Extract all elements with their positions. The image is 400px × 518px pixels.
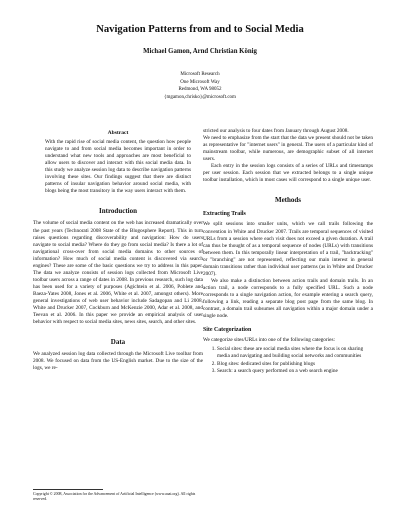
extracting-trails-paragraph-1: We split sessions into smaller units, which we call trails following the convention in White and Drucker 2007. Trails are temporal sequences of visited URLs from a session where each visit does not exceed a given duration. A trail can thus be thought of as a temporal sequence of nodes (URLs) with transitions between them. In this temporally linear interpretation of a trail, "backtracking" or "branching" are not represented, reflecting our main interest in general domain transitions rather than individual user patterns (as in White and Drucker 2007). xyxy=(203,221,373,277)
data-heading: Data xyxy=(110,338,126,347)
paper-authors: Michael Gamon, Arnd Christian König xyxy=(143,48,257,55)
introduction-heading: Introduction xyxy=(99,207,137,216)
data-caveat-paragraph: We need to emphasize from the start that the data we present should not be taken as representative for "internet users" in general. The users of a particular kind of mainstream toolbar, while numerous, are demographic subset of all internet users. xyxy=(203,135,373,163)
affiliation-line: Microsoft Research xyxy=(180,72,220,77)
methods-heading: Methods xyxy=(274,196,302,205)
footnote-rule xyxy=(33,489,103,490)
data-text: We analyzed session log data collected through the Microsoft Live toolbar from 2008. We focused on data from the US-English market. Due to the size of the logs, we re- xyxy=(33,351,203,372)
list-item: 3. Search: a search query performed on a web search engine xyxy=(217,368,373,375)
list-item: 2. Blog sites: dedicated sites for publishing blogs xyxy=(217,361,373,368)
site-categorization-heading: Site Categorization xyxy=(203,327,252,334)
paper-title: Navigation Patterns from and to Social Media xyxy=(96,24,304,35)
abstract-text: With the rapid rise of social media content, the question how people navigate to and from social media becomes important in order to understand what new tools and approaches are most beneficial to allow users to discover and interact with this social media data. In this study we analyze session log data to describe navigation patterns involving these sites. Our findings suggest that there are distinct patterns of insular navigation behavior around social media, with blogs being the most transitory in the way users interact with them. xyxy=(45,139,191,195)
data-text-continued: stricted our analysis to four dates from January through August 2008. xyxy=(203,128,349,134)
affiliation-line: Redmond, WA 98052 xyxy=(178,87,222,93)
session-entry-paragraph: Each entry in the session logs consists of a series of URLs and timestamps per user session. Each session that we extracted belongs to a single unique toolbar installation, which in most cases will correspond to a single unique user. xyxy=(203,163,373,184)
extracting-trails-paragraph-2: We also make a distinction between action trails and domain trails. In an action trail, a node corresponds to a fully specified URL. Such a node corresponds to a single navigation action, for example entering a search query, following a link, reading a separate blog post page from the same blog. In contrast, a domain trail subsumes all navigation within a major domain under a single node. xyxy=(203,277,373,320)
affiliation-line: One Microsoft Way xyxy=(180,79,220,85)
abstract-heading: Abstract xyxy=(107,130,129,136)
extracting-trails-heading: Extracting Trails xyxy=(203,211,246,218)
list-item: 1. Social sites: these are social media sites where the focus is on sharing media and navigating and building social networks and communities xyxy=(217,346,373,360)
site-category-list xyxy=(203,346,373,375)
left-column xyxy=(33,130,203,372)
affiliation-email: {mgamon,chrisko}@microsoft.com xyxy=(164,94,236,100)
author-affiliation xyxy=(0,71,400,101)
right-column xyxy=(203,128,373,376)
site-categorization-intro: We categorize sites/URLs into one of the following categories: xyxy=(203,337,335,344)
introduction-text: The volume of social media content on the web has increased dramatically over the past years (Technorati 2008 State of the Blogosphere Report). This in turn raises questions regarding discoverability and navigation: How do users navigate to social media? Where do they go from social media? Is there a lot of navigational cross-over from social media domains to other sources of information? How much of social media content is discovered via search engines? These are some of the basic questions we try to address in this paper. The data we analyze consists of session logs collected from Microsoft Live toolbar users across a range of dates in 2008. In previous research, such log data has been used for a variety of purposes (Agichtein et al. 2006, Pobletе and Baeza-Yates 2008, Jones et al. 2006, White et al. 2007, amongst others). More general investigations of web user behavior include Sadagopan and Li 2008, White and Drucker 2007, Cockburn and McKenzie 2000, Adar et al. 2008, and Teevan et al. 2006. In this paper we provide an empirical analysis of user behavior with respect to social media sites, news sites, search, and other sites. xyxy=(33,220,203,326)
copyright-footnote: Copyright © 2008, Association for the Advancement of Artificial Intelligence (www.aaai.org). All rights reserved. xyxy=(33,492,196,501)
